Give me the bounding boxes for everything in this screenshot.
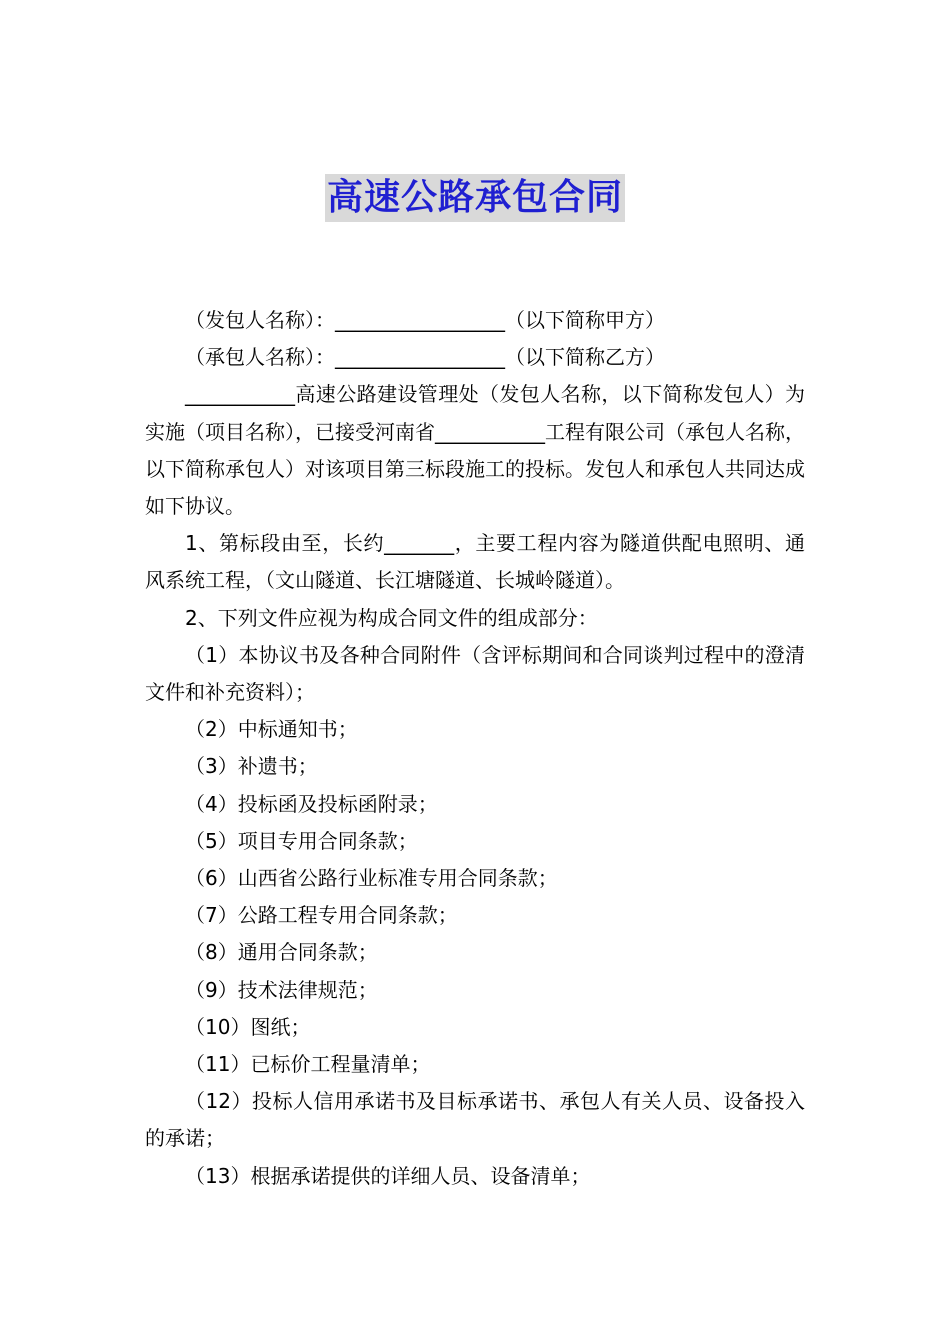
- clause-2: 2、下列文件应视为构成合同文件的组成部分：: [185, 605, 598, 630]
- document-title: 高速公路承包合同: [325, 174, 625, 222]
- list-item: （6）山西省公路行业标准专用合同条款；: [185, 866, 558, 891]
- clause-1: [145, 525, 805, 599]
- list-item: （3）补遗书；: [185, 754, 318, 779]
- list-item: （5）项目专用合同条款；: [185, 828, 418, 853]
- party-a-label: （发包人名称）：: [185, 308, 335, 332]
- party-b-suffix: （以下简称乙方）: [505, 345, 665, 370]
- list-item: （11）已标价工程量清单；: [185, 1052, 431, 1077]
- party-b-blank: _________________: [335, 345, 505, 370]
- document-body: [145, 302, 805, 1195]
- intro-text-1: 高速公路建设管理处（发包人名称，以下简称发包人）为实施（项目名称），已接受河南省: [145, 382, 805, 444]
- clause-1-text-1: 1、第标段由至，长约: [185, 531, 385, 556]
- list-item: （9）技术法律规范；: [185, 977, 378, 1002]
- intro-paragraph: [145, 376, 805, 525]
- list-item: （12）投标人信用承诺书及目标承诺书、承包人有关人员、设备投入的承诺；: [145, 1089, 805, 1151]
- party-a-line: [145, 302, 805, 339]
- intro-blank-1: ___________: [185, 382, 295, 407]
- intro-blank-2: ___________: [435, 419, 545, 444]
- title-block: [0, 174, 950, 222]
- intro-text-2: 工程有限公司（承包人名称，以下简称承包人）对该项目第三标段施工的投标。发包人和承包人共同达成如下协议。: [145, 419, 805, 519]
- party-a-suffix: （以下简称甲方）: [505, 308, 665, 332]
- list-item: （4）投标函及投标函附录；: [185, 791, 438, 816]
- party-b-label: （承包人名称）：: [185, 345, 335, 370]
- party-b-line: [145, 339, 805, 376]
- clause-1-text-2: ，主要工程内容为隧道供配电照明、通风系统工程，（文山隧道、长江塘隧道、长城岭隧道）。: [145, 531, 805, 593]
- list-item: （13）根据承诺提供的详细人员、设备清单；: [185, 1163, 591, 1188]
- party-a-blank: _________________: [335, 308, 505, 332]
- list-item: （1）本协议书及各种合同附件（含评标期间和合同谈判过程中的澄清文件和补充资料）；: [145, 642, 805, 705]
- list-item: （8）通用合同条款；: [185, 940, 378, 965]
- list-item: （10）图纸；: [185, 1014, 311, 1039]
- clause-1-blank: _______: [384, 531, 455, 556]
- list-item: （2）中标通知书；: [185, 717, 358, 742]
- list-item: （7）公路工程专用合同条款；: [185, 903, 458, 928]
